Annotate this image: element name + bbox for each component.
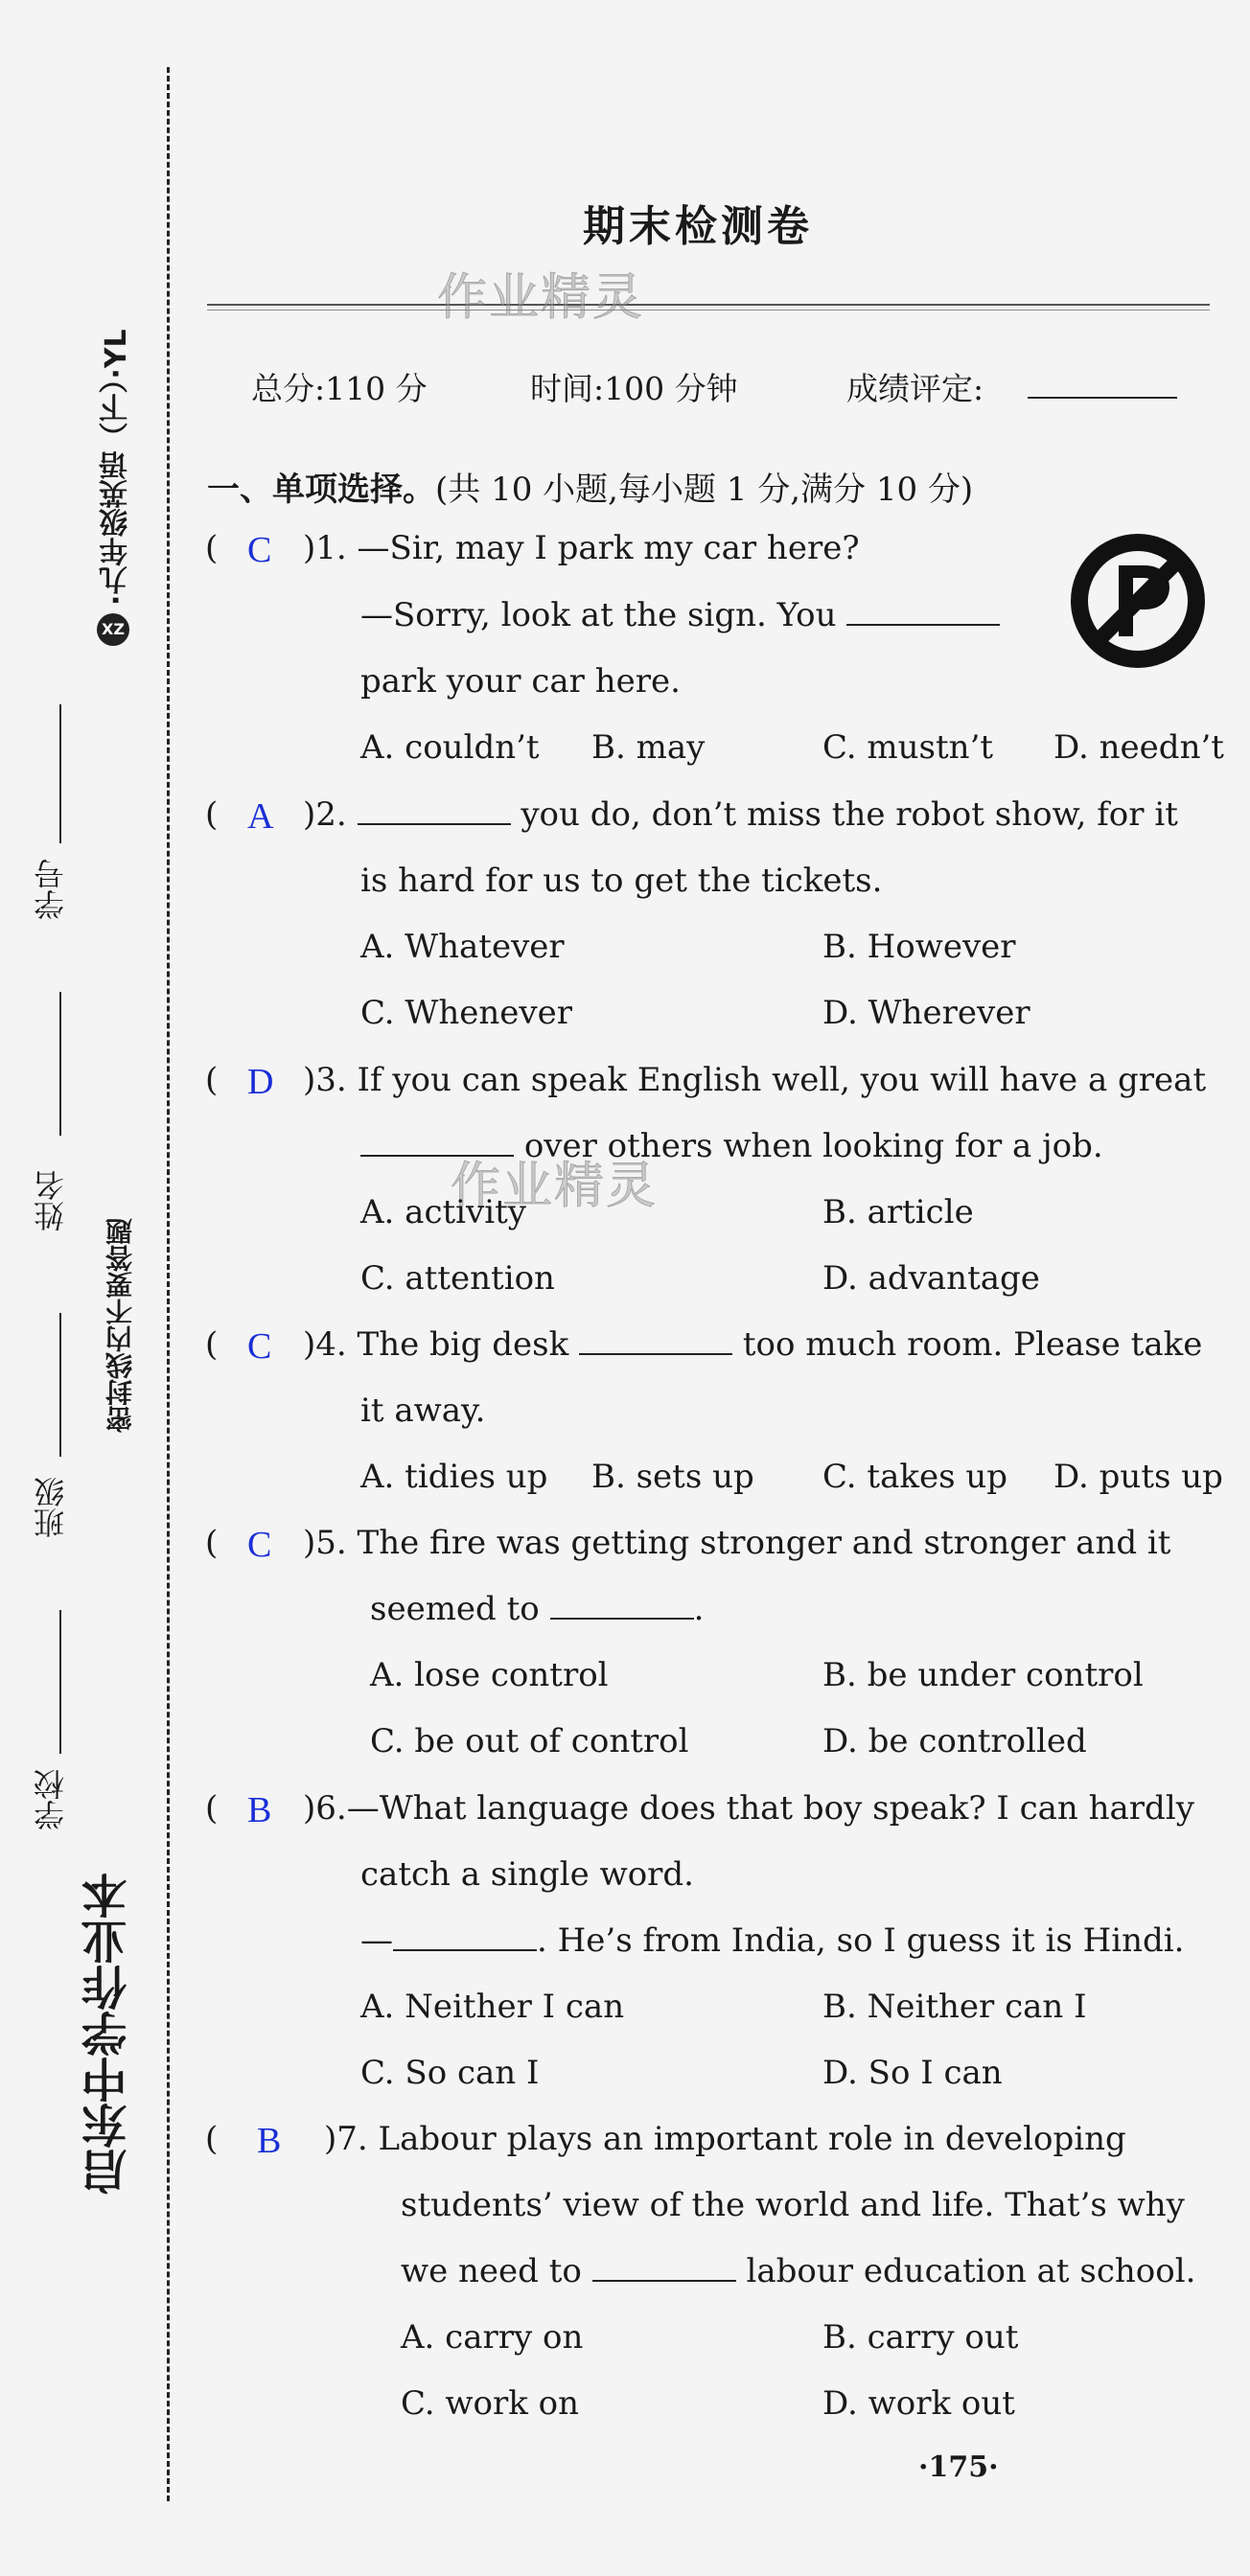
class-field-label: 班级 [33, 1477, 69, 1538]
question-line [360, 1921, 1184, 1960]
option-b[interactable]: B. be under control [822, 1656, 1144, 1694]
name-field-label: 姓名 [33, 1170, 69, 1231]
option-b[interactable]: B. may [591, 728, 706, 767]
question-number: 2. [315, 795, 347, 834]
question-text: The big desk [357, 1325, 569, 1364]
option-d[interactable]: D. So I can [822, 2054, 1003, 2092]
question-text: The fire was getting stronger and stronger and it [357, 1524, 1171, 1562]
option-a[interactable]: A. Whatever [360, 928, 565, 966]
option-d[interactable]: D. puts up [1053, 1458, 1223, 1496]
title-rule [207, 304, 1210, 306]
no-parking-sign-icon [1066, 529, 1210, 673]
question-text: park your car here. [360, 662, 681, 701]
option-a[interactable]: A. tidies up [360, 1458, 548, 1496]
question-line: )7. Labour plays an important role in developing [324, 2120, 1126, 2158]
answer-mark: C [247, 1326, 272, 1367]
question-text: — [360, 1921, 393, 1960]
answer-mark: D [247, 1062, 274, 1102]
question-text: catch a single word. [360, 1855, 694, 1894]
school-field-label: 学校 [33, 1769, 69, 1830]
answer-paren: ( [205, 1524, 219, 1562]
question-text: seemed to [370, 1590, 540, 1628]
question-line: )6.—What language does that boy speak? I can hardly [303, 1789, 1194, 1828]
option-b[interactable]: B. sets up [591, 1458, 754, 1496]
total-score: 总分:110 分 [251, 370, 428, 407]
option-c[interactable]: C. Whenever [360, 994, 572, 1032]
question-text: we need to [401, 2252, 582, 2290]
question-number: 7. [336, 2120, 368, 2158]
question-text: over others when looking for a job. [523, 1127, 1103, 1165]
page-title: 期末检测卷 [583, 202, 813, 251]
grade-label: 成绩评定: [846, 370, 984, 407]
question-text: you do, don’t miss the robot show, for it [521, 795, 1178, 834]
grade-field[interactable] [1028, 397, 1177, 399]
option-c[interactable]: C. takes up [822, 1458, 1007, 1496]
option-d[interactable]: D. Wherever [822, 994, 1030, 1032]
option-c[interactable]: C. mustn’t [822, 728, 994, 767]
question-text: If you can speak English well, you will have a great [357, 1061, 1207, 1099]
answer-mark: A [247, 796, 274, 837]
question-text: —Sir, may I park my car here? [357, 529, 860, 567]
answer-mark: B [257, 2121, 282, 2161]
question-line [370, 1590, 704, 1628]
option-c[interactable]: C. So can I [360, 2054, 540, 2092]
answer-blank[interactable] [592, 2255, 736, 2282]
question-line: )3. If you can speak English well, you will have a great [303, 1061, 1207, 1099]
time-limit: 时间:100 分钟 [530, 370, 738, 407]
question-line [401, 2252, 1195, 2290]
question-text: labour education at school. [746, 2252, 1196, 2290]
option-a[interactable]: A. couldn’t [360, 728, 540, 767]
student-id-field[interactable] [59, 704, 61, 843]
question-line [360, 596, 1000, 634]
section-heading [207, 463, 973, 510]
answer-blank[interactable] [358, 798, 511, 825]
section-note: (共 10 小题,每小题 1 分,满分 10 分) [435, 471, 974, 509]
answer-paren: ( [205, 1325, 219, 1364]
question-text: —Sorry, look at the sign. You [360, 596, 837, 634]
answer-mark: C [247, 530, 272, 570]
watermark: 作业精灵 [451, 1158, 659, 1215]
option-b[interactable]: B. Neither can I [822, 1988, 1087, 2026]
option-d[interactable]: D. needn’t [1053, 728, 1224, 767]
answer-blank[interactable] [846, 599, 1000, 626]
book-title: ·九年级英语（下）·YL [100, 329, 133, 606]
question-text: students’ view of the world and life. That’s why [401, 2186, 1185, 2224]
option-c[interactable]: C. work on [401, 2384, 580, 2423]
option-d[interactable]: D. work out [822, 2384, 1015, 2423]
question-number: 6. [315, 1789, 347, 1828]
question-line: )2. you do, don’t miss the robot show, for it [303, 795, 1178, 834]
option-b[interactable]: B. article [822, 1193, 974, 1231]
book-badge-icon: XZ [97, 613, 129, 646]
answer-mark: B [247, 1790, 272, 1830]
option-d[interactable]: D. advantage [822, 1259, 1040, 1298]
page-number: ·175· [918, 2450, 999, 2484]
answer-paren: ( [205, 529, 219, 567]
question-number: 3. [315, 1061, 347, 1099]
question-number: 1. [315, 529, 347, 567]
question-text: —What language does that boy speak? I can hardly [346, 1789, 1194, 1828]
question-text: is hard for us to get the tickets. [360, 862, 883, 900]
question-line: )5. The fire was getting stronger and stronger and it [303, 1524, 1171, 1562]
question-line: )1. —Sir, may I park my car here? [303, 529, 860, 567]
question-line: )4. The big desk too much room. Please take [303, 1325, 1203, 1364]
answer-blank[interactable] [360, 1130, 514, 1157]
answer-paren: ( [205, 1789, 219, 1828]
answer-mark: C [247, 1525, 272, 1565]
watermark: 作业精灵 [437, 269, 645, 327]
option-a[interactable]: A. Neither I can [360, 1988, 625, 2026]
seal-notice: 密封线内不要答题 [104, 1218, 136, 1433]
answer-blank[interactable] [579, 1328, 732, 1355]
class-field[interactable] [59, 1313, 61, 1457]
option-c[interactable]: C. attention [360, 1259, 555, 1298]
answer-paren: ( [205, 2120, 219, 2158]
brand-label: 启东中学作业本 [81, 1873, 135, 2195]
option-a[interactable]: A. activity [360, 1193, 526, 1231]
option-c[interactable]: C. be out of control [370, 1722, 689, 1760]
seal-dashed-line [167, 67, 170, 2501]
question-text: too much room. Please take [742, 1325, 1203, 1364]
question-number: 5. [315, 1524, 347, 1562]
option-d[interactable]: D. be controlled [822, 1722, 1087, 1760]
question-line [360, 1127, 1103, 1165]
option-b[interactable]: B. carry out [822, 2318, 1019, 2357]
answer-blank[interactable] [393, 1924, 537, 1951]
answer-paren: ( [205, 795, 219, 834]
answer-paren: ( [205, 1061, 219, 1099]
school-field[interactable] [59, 1610, 61, 1754]
question-text: . [693, 1590, 705, 1628]
question-text: . He’s from India, so I guess it is Hindi. [537, 1921, 1185, 1960]
name-field[interactable] [59, 992, 61, 1136]
section-title: 一、单项选择。 [207, 471, 435, 509]
question-text: it away. [360, 1392, 486, 1430]
question-text: Labour plays an important role in developing [378, 2120, 1126, 2158]
option-b[interactable]: B. However [822, 928, 1016, 966]
student-id-field-label: 学号 [33, 859, 69, 920]
question-number: 4. [315, 1325, 347, 1364]
option-a[interactable]: A. carry on [401, 2318, 584, 2357]
answer-blank[interactable] [550, 1593, 694, 1620]
option-a[interactable]: A. lose control [370, 1656, 609, 1694]
